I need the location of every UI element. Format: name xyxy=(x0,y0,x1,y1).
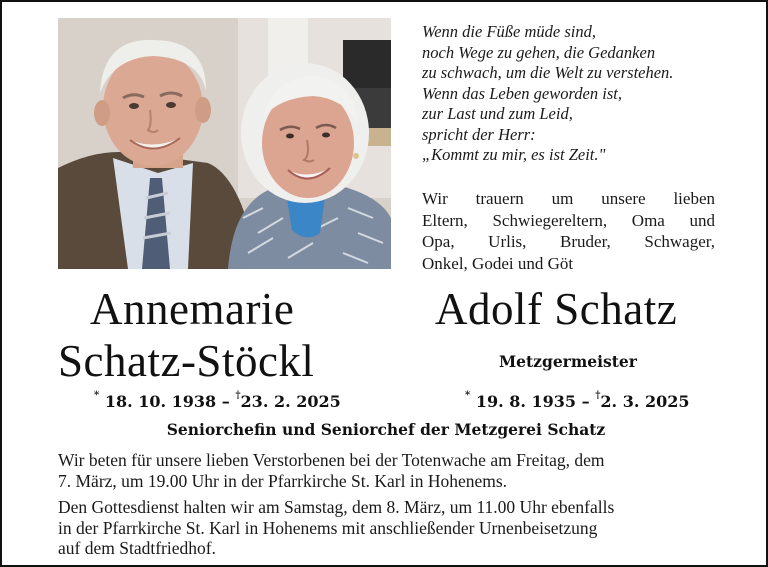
paragraph-line: in der Pfarrkirche St. Karl in Hohenems mit anschließender Urnenbeisetzung xyxy=(58,517,598,538)
deceased-left-last-name: Schatz-Stöckl xyxy=(58,336,315,386)
death-symbol: † xyxy=(235,390,241,401)
poem-line: „Kommt zu mir, es ist Zeit." xyxy=(422,145,606,164)
deceased-right-dates xyxy=(465,392,690,411)
death-date: 23. 2. 2025 xyxy=(240,392,341,411)
date-separator: – xyxy=(221,392,230,411)
deceased-left-dates xyxy=(94,392,341,411)
death-date: 2. 3. 2025 xyxy=(600,392,690,411)
birth-symbol: * xyxy=(465,390,471,401)
deceased-right-profession: Metzgermeister xyxy=(499,352,637,371)
poem-line: noch Wege zu gehen, die Gedanken xyxy=(422,42,656,62)
poem-line: Wenn das Leben geworden ist, xyxy=(422,83,622,103)
date-separator: – xyxy=(581,392,590,411)
birth-symbol: * xyxy=(94,390,100,401)
poem-line: Wenn die Füße müde sind, xyxy=(422,22,596,41)
couple-photo-image xyxy=(58,18,391,269)
mourning-line: Wir trauern um unsere lieben xyxy=(422,189,715,208)
service-paragraph xyxy=(58,497,718,559)
deceased-left-first-name: Annemarie xyxy=(90,284,295,334)
paragraph-line: Wir beten für unsere lieben Verstorbenen bei der Totenwache am Freitag, dem xyxy=(58,450,605,470)
poem xyxy=(422,22,722,166)
mourning-line: Eltern, Schwiegereltern, Oma und xyxy=(422,210,715,230)
poem-line: zur Last und zum Leid, xyxy=(422,104,573,123)
mourning-text xyxy=(422,188,715,274)
deceased-right-name: Adolf Schatz xyxy=(435,284,678,334)
poem-line: spricht der Herr: xyxy=(422,124,536,144)
death-symbol: † xyxy=(595,390,601,401)
wake-paragraph xyxy=(58,450,718,491)
paragraph-line: auf dem Stadtfriedhof. xyxy=(58,538,216,558)
poem-line: zu schwach, um die Welt zu verstehen. xyxy=(422,63,674,82)
paragraph-line: 7. März, um 19.00 Uhr in der Pfarrkirche St. Karl in Hohenems. xyxy=(58,470,508,491)
mourning-line: Opa, Urlis, Bruder, Schwager, xyxy=(422,232,715,251)
mourning-line: Onkel, Godei und Göt xyxy=(422,253,574,273)
couple-photo xyxy=(58,18,391,269)
subtitle: Seniorchefin und Seniorchef der Metzgerei Schatz xyxy=(166,420,606,439)
birth-date: 19. 8. 1935 xyxy=(475,392,577,411)
paragraph-line: Den Gottesdienst halten wir am Samstag, dem 8. März, um 11.00 Uhr ebenfalls xyxy=(58,497,615,517)
birth-date: 18. 10. 1938 xyxy=(104,392,217,411)
